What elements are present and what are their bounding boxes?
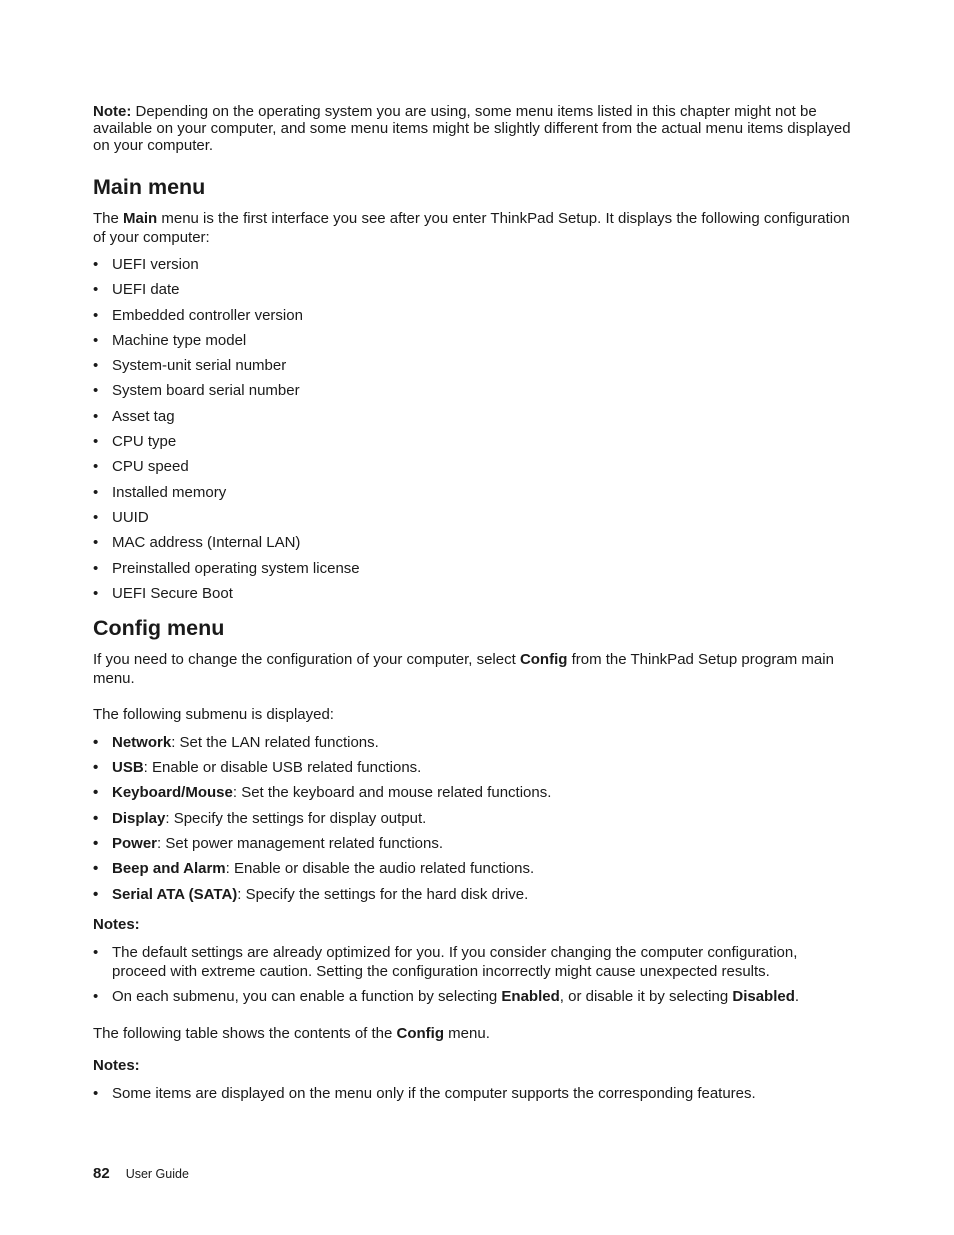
intro-note [93,103,853,154]
list-item: • Preinstalled operating system license [93,559,853,578]
list-item: • UEFI version [93,255,853,274]
list-item: • Asset tag [93,407,853,426]
list-item: • Beep and Alarm: Enable or disable the audio related functions. [93,859,853,878]
list-item: • On each submenu, you can enable a function by selecting Enabled, or disable it by selecting Disabled. [93,987,853,1006]
footer-title: User Guide [125,1167,189,1181]
notes-list-2 [93,1084,853,1103]
main-menu-heading: Main menu [93,175,206,199]
list-item: • UUID [93,508,853,527]
submenu-list [93,733,853,904]
config-bold: Config [519,650,568,668]
main-menu-intro: The Main menu is the first interface you see after you enter ThinkPad Setup. It displays the following configuration of your computer: [93,210,850,246]
list-item: • Network: Set the LAN related functions. [93,733,853,752]
list-item: • CPU speed [93,457,853,476]
list-item: • Display: Specify the settings for display output. [93,809,853,828]
main-menu-list [93,255,853,603]
list-item: • The default settings are already optimized for you. If you consider changing the computer configuration, proceed with extreme caution. Setting the configuration incorrectly might cause unexpected results. [93,943,853,981]
list-item: • USB: Enable or disable USB related functions. [93,758,853,777]
notes-heading-2: Notes: [93,1056,140,1074]
page-number: 82 [93,1165,110,1182]
config-menu-intro: If you need to change the configuration of your computer, select Config from the ThinkPad Setup program main menu. [93,650,834,687]
config-menu-heading: Config menu [93,615,225,640]
main-menu-bold: Main [123,210,158,227]
table-intro: The following table shows the contents of the Config menu. [93,1024,490,1042]
list-item: • Serial ATA (SATA): Specify the settings for the hard disk drive. [93,885,853,904]
list-item: • UEFI date [93,280,853,299]
list-item: • Embedded controller version [93,306,853,325]
notes-list [93,943,853,1006]
list-item: • CPU type [93,432,853,451]
list-item: • Power: Set power management related functions. [93,834,853,853]
list-item: • Some items are displayed on the menu only if the computer supports the corresponding features. [93,1084,853,1103]
submenu-intro: The following submenu is displayed: [93,705,334,723]
list-item: • System board serial number [93,381,853,400]
note-label: Note: [93,103,132,120]
list-item: • Keyboard/Mouse: Set the keyboard and mouse related functions. [93,783,853,802]
list-item: • MAC address (Internal LAN) [93,533,853,552]
note-text: Depending on the operating system you are using, some menu items listed in this chapter might not be available on your computer, and some menu items might be slightly different from the actual menu items displayed on your computer. [93,103,851,154]
list-item: • Installed memory [93,483,853,502]
notes-heading: Notes: [93,915,140,933]
page-content [93,103,853,1109]
list-item: • Machine type model [93,331,853,350]
list-item: • UEFI Secure Boot [93,584,853,603]
list-item: • System-unit serial number [93,356,853,375]
page-footer [93,1165,189,1183]
